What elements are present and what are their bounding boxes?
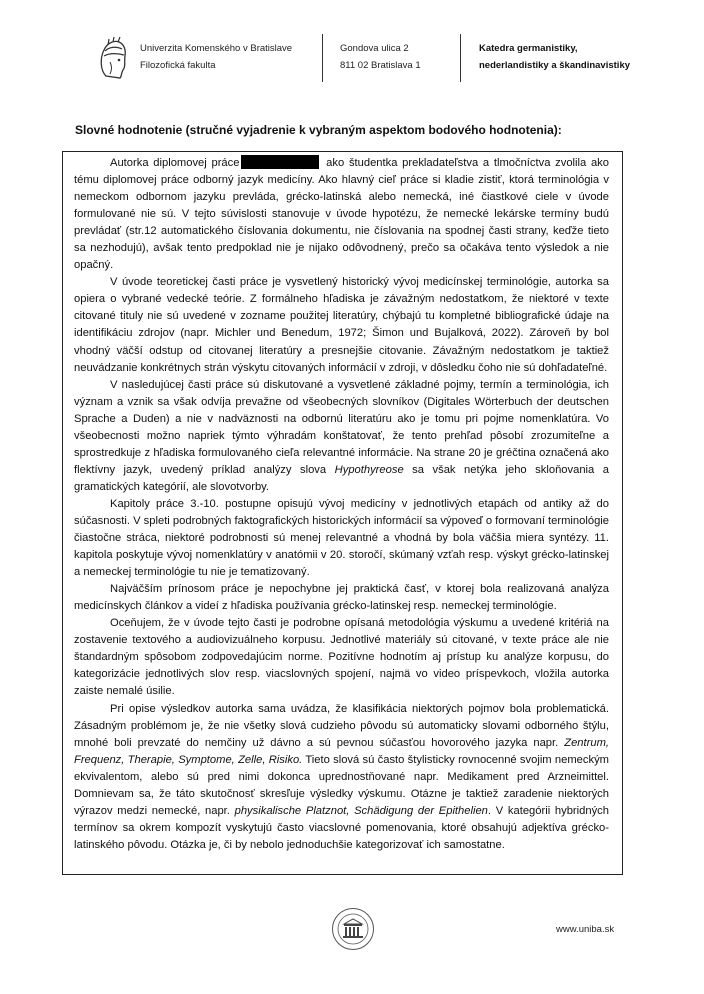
section-title: Slovné hodnotenie (stručné vyjadrenie k vybraným aspektom bodového hodnotenia): xyxy=(75,123,562,137)
paragraph xyxy=(74,155,609,274)
evaluation-body xyxy=(74,155,609,854)
street-address: Gondova ulica 2 xyxy=(340,43,409,54)
university-info xyxy=(140,40,292,74)
paragraph: Oceňujem, že v úvode tejto časti je podrobne opísaná metodológia výskumu a uvedené kritériá na zostavenie textového a audiovizuálneho korpusu. Jednotlivé materiály sú citované, v texte práce ale nie štandardným spôsobom zodpovedajúcim norme. Pozitívne hodnotím aj prístup ku analýze korpusu, do kategorizácie jednotlivých slov resp. viacslovných spojení, najmä vo video príspevkoch, vložila autorka zaiste nemalé úsilie. xyxy=(74,617,609,698)
redacted-name xyxy=(241,155,319,169)
paragraph-text: ako študentka prekladateľstva a tlmočníctva zvolila ako tému diplomovej práce odborný jazyk medicíny. Ako hlavný cieľ práce si kladie zistiť, ktorá terminológia v nemeckom odbornom jazyku prevláda, grécko-latinská alebo nemecká, iné čiastkové ciele v úvode formulované nie sú. V tejto súvislosti stanovuje v úvode hypotézu, že nemecké lekárske termíny budú prevládať (str.12 automatického číslovania dokumentu, nie číslovania na spodnej časti strany, keďže tieto sa nezhodujú), avšak tento predpoklad nie je nijako odôvodnený, prečo sa očakáva tento výsledok a nie opačný. xyxy=(74,157,609,272)
department-name-line2: nederlandistiky a škandinavistiky xyxy=(479,60,631,71)
department-name-line1: Katedra germanistiky, xyxy=(479,43,578,54)
italic-term: Zentrum, Frequenz, Therapie, Symptome, Zelle, Risiko. xyxy=(74,736,609,766)
paragraph xyxy=(74,377,609,496)
header-divider xyxy=(460,34,461,82)
faculty-name: Filozofická fakulta xyxy=(140,60,216,71)
comenius-head-logo-icon xyxy=(96,36,130,80)
evaluation-text-box xyxy=(62,151,623,875)
header-divider xyxy=(322,34,323,82)
department-info xyxy=(479,40,630,74)
postal-city: 811 02 Bratislava 1 xyxy=(340,60,421,71)
paragraph-text: Pri opise výsledkov autorka sama uvádza, že klasifikácia niektorých pojmov bola problematická. Zásadným problémom je, že nie všetky slová cudzieho pôvodu sú automaticky slovami odborného štýlu, mnohé boli prevzaté do nemčiny už dávno a sú pevnou súčasťou hovorového jazyka napr. xyxy=(74,702,609,749)
paragraph-text: Autorka diplomovej práce xyxy=(110,157,240,169)
university-name: Univerzita Komenského v Bratislave xyxy=(140,43,293,54)
letterhead xyxy=(0,28,704,98)
paragraph: Najväčším prínosom práce je nepochybne jej praktická časť, v ktorej bola realizovaná analýza medicínskych článkov a videí z hľadiska používania grécko-latinskej resp. nemeckej terminológie. xyxy=(74,583,609,613)
paragraph-text: Tieto slová sú často štylisticky rovnocenné svojim nemeckým ekvivalentom, alebo sú pred nimi dokonca uprednostňované napr. Medikament pred Arzneimittel. Domnievam sa, že táto skutočnosť skresľuje výsledky výskumu. Otázne je taktiež zaradenie niektorých výrazov medzi nemecké, napr. xyxy=(74,753,610,817)
paragraph-text: . V kategórii hybridných termínov sa okrem kompozít vyskytujú často viacslovné pomenovania, ktoré obsahujú adjektíva grécko-latinského pôvodu. Otázka je, či by nebolo jednoduchšie kategorizovať ich samostatne. xyxy=(74,804,609,851)
paragraph: Kapitoly práce 3.-10. postupne opisujú vývoj medicíny v jednotlivých etapách od antiky až do súčasnosti. V spleti podrobných faktografických historických informácií sa výpoveď o formovaní terminológie čiastočne stráca, niektoré podrobnosti sú menej relevantné a vhodná by bola väčšia miera syntézy. 11. kapitola poskytuje vývoj nomenklatúry v anatómii v 20. storočí, skúmaný vzťah resp. výskyt grécko-latinskej a nemeckej terminológie tu nie je tematizovaný. xyxy=(74,497,609,579)
italic-term: Hypothyreose xyxy=(334,463,404,476)
paragraph xyxy=(74,701,609,854)
paragraph-text: V nasledujúcej časti práce sú diskutované a vysvetlené základné pojmy, termín a terminológia, ich význam a vznik sa však odvíja prevažne od všeobecných slovníkov (Digitales Wörterbuch der deutschen Sprache a Duden) a nie v nadväznosti na odbornú literatúru ako je tomu pri pojme nomenklatúra. Vo všeobecnosti možno napriek týmto výhradám konštatovať, že tento prehľad pôsobí zrozumiteľne a sprostredkuje z hľadiska formulovaného cieľa relevantné informácie. Na strane 20 je gréčtina označená ako flektívny jazyk, uvedený príklad analýzy slova xyxy=(74,378,609,476)
address-info xyxy=(340,40,421,74)
italic-term: physikalische Platznot, Schädigung der Epithelien xyxy=(234,804,488,817)
website-link[interactable]: www.uniba.sk xyxy=(556,924,615,935)
paragraph: V úvode teoretickej časti práce je vysvetlený historický vývoj medicínskej terminológie, autorka sa opiera o vybrané vedecké teórie. Z formálneho hľadiska je závažným nedostatkom, že niektoré v texte citované tituly nie sú uvedené v zozname použitej literatúry, chýbajú tu kompletné bibliografické údaje na identifikáciu zdrojov (napr. Michler und Benedum, 1972; Šimon und Bujalková, 2022). Zároveň by bol vhodný väčší odstup od citovanej literatúry a presnejšie citovanie. Závažným nedostatkom je taktiež neuvádzanie konkrétnych strán výskytu citovaných informácií v zdroji, v dôsledku čoho nie sú dohľadateľné. xyxy=(74,276,609,374)
university-seal-icon xyxy=(331,907,375,951)
paragraph-text: sa však netýka jeho skloňovania a gramatických kategórií, ale slovotvorby. xyxy=(74,463,609,493)
